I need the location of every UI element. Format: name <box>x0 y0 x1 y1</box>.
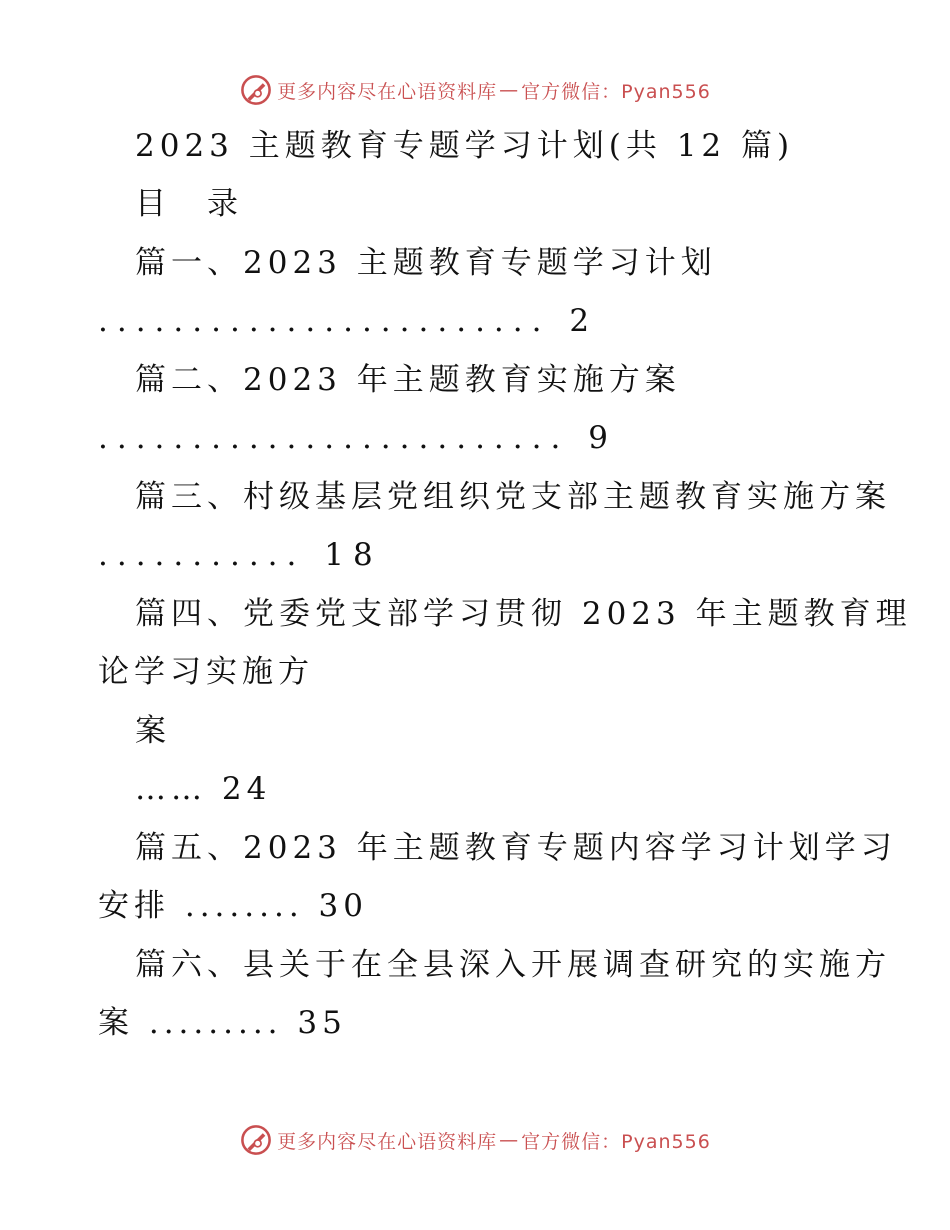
toc-entry-5: 篇五、2023 年主题教育专题内容学习计划学习 <box>135 830 897 866</box>
toc-entry-2: 篇二、2023 年主题教育实施方案 <box>135 362 681 398</box>
toc-leader-1: ........................ 2 <box>98 303 599 339</box>
banner-text: 更多内容尽在心语资料库 <box>277 80 498 103</box>
doc-title: 2023 主题教育专题学习计划(共 12 篇) <box>135 128 795 164</box>
footer-banner <box>0 1120 950 1160</box>
toc-entry-6: 篇六、县关于在全县深入开展调查研究的实施方 <box>135 947 891 983</box>
toc-entry-4-cont2: 案 <box>135 713 171 749</box>
toc-leader-4: …… 24 <box>135 771 272 807</box>
toc-leader-6: 案 ......... 35 <box>98 1005 347 1041</box>
toc-entry-4: 篇四、党委党支部学习贯彻 2023 年主题教育理 <box>135 596 912 632</box>
banner-wechat: 官方微信：Pyan556 <box>521 80 711 103</box>
logo-icon <box>239 73 273 107</box>
header-banner <box>0 70 950 110</box>
banner-separator: — <box>499 79 520 101</box>
toc-leader-2: ......................... 9 <box>98 420 617 456</box>
toc-leader-5: 安排 ........ 30 <box>98 888 368 924</box>
toc-entry-3: 篇三、村级基层党组织党支部主题教育实施方案 <box>135 479 891 515</box>
banner-separator: — <box>499 1129 520 1151</box>
toc-entry-4-cont: 论学习实施方 <box>98 654 314 690</box>
toc-heading: 目 录 <box>135 186 243 222</box>
toc-entry-1: 篇一、2023 主题教育专题学习计划 <box>135 245 717 281</box>
banner-text: 更多内容尽在心语资料库 <box>277 1130 498 1153</box>
banner-wechat: 官方微信：Pyan556 <box>521 1130 711 1153</box>
toc-leader-3: ........... 18 <box>98 537 382 573</box>
logo-icon <box>239 1123 273 1157</box>
